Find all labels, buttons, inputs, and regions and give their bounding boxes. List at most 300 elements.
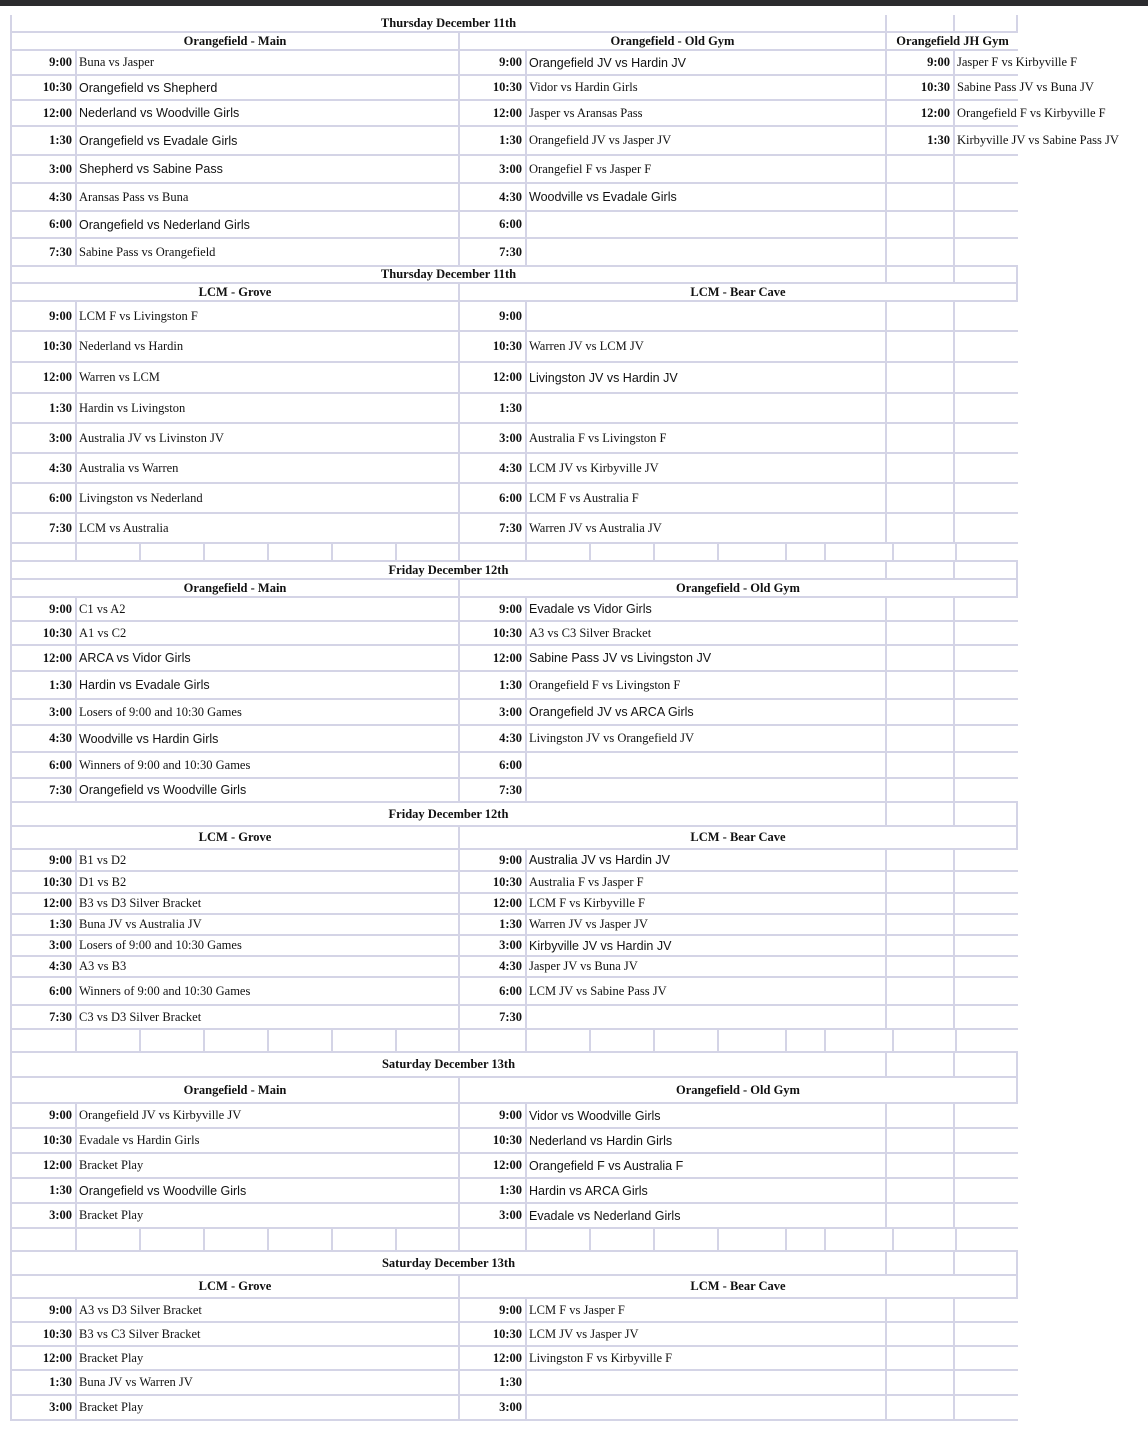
game-cell: Australia vs Warren — [77, 454, 460, 482]
game-cell — [527, 1396, 887, 1419]
time-cell: 12:00 — [10, 646, 77, 670]
game-cell — [955, 850, 1018, 870]
venue-header-row — [10, 827, 1018, 850]
game-row — [10, 894, 1018, 915]
game-cell: Aransas Pass vs Buna — [77, 184, 460, 210]
game-cell — [955, 1347, 1018, 1369]
time-cell: 3:00 — [10, 1396, 77, 1419]
game-cell: A3 vs D3 Silver Bracket — [77, 1299, 460, 1321]
game-cell: Sabine Pass vs Orangefield — [77, 239, 460, 265]
time-cell — [887, 872, 955, 892]
game-cell: D1 vs B2 — [77, 872, 460, 892]
time-cell: 10:30 — [460, 622, 527, 644]
time-cell — [887, 726, 955, 751]
time-cell: 3:00 — [460, 700, 527, 724]
game-cell: Orangefield vs Woodville Girls — [77, 779, 460, 801]
game-row — [10, 672, 1018, 700]
game-row — [10, 936, 1018, 957]
game-cell — [955, 184, 1018, 210]
empty-cell — [269, 544, 333, 560]
game-cell: Warren JV vs LCM JV — [527, 332, 887, 361]
empty-cell — [527, 1229, 591, 1250]
game-cell: B1 vs D2 — [77, 850, 460, 870]
game-cell — [955, 424, 1018, 452]
empty-cell — [397, 1030, 460, 1051]
empty-cell — [826, 544, 894, 560]
game-cell: Orangefiel F vs Jasper F — [527, 156, 887, 182]
game-cell — [955, 936, 1018, 955]
game-cell: Woodville vs Hardin Girls — [77, 726, 460, 751]
game-cell: Warren JV vs Jasper JV — [527, 915, 887, 934]
game-cell: Livingston F vs Kirbyville F — [527, 1347, 887, 1369]
time-cell: 10:30 — [460, 1129, 527, 1152]
time-cell: 7:30 — [460, 239, 527, 265]
time-cell: 6:00 — [10, 753, 77, 777]
time-cell: 3:00 — [460, 156, 527, 182]
empty-cell — [655, 1229, 719, 1250]
game-cell: Buna JV vs Australia JV — [77, 915, 460, 934]
time-cell: 7:30 — [460, 779, 527, 801]
time-cell: 3:00 — [10, 936, 77, 955]
empty-cell — [333, 544, 397, 560]
game-cell — [527, 753, 887, 777]
game-row — [10, 700, 1018, 726]
empty-cell — [77, 544, 141, 560]
time-cell: 10:30 — [10, 1323, 77, 1345]
time-cell: 4:30 — [460, 454, 527, 482]
time-cell: 7:30 — [10, 1006, 77, 1028]
game-row — [10, 1204, 1018, 1229]
time-cell: 3:00 — [460, 1396, 527, 1419]
venue-title: LCM - Grove — [10, 284, 460, 300]
time-cell: 10:30 — [10, 1129, 77, 1152]
time-cell: 1:30 — [887, 127, 955, 154]
time-cell: 9:00 — [10, 850, 77, 870]
game-row — [10, 239, 1018, 267]
time-cell — [887, 1104, 955, 1127]
empty-cell — [591, 544, 655, 560]
empty-cell — [887, 1053, 955, 1076]
game-cell — [955, 622, 1018, 644]
game-row — [10, 184, 1018, 212]
time-cell: 12:00 — [460, 363, 527, 392]
time-cell: 1:30 — [460, 127, 527, 154]
empty-cell — [887, 15, 955, 31]
empty-cell — [955, 803, 1018, 825]
time-cell: 12:00 — [10, 1347, 77, 1369]
game-cell: Orangefield F vs Australia F — [527, 1154, 887, 1177]
time-cell: 3:00 — [460, 1204, 527, 1227]
empty-cell — [460, 544, 527, 560]
empty-cell — [205, 544, 269, 560]
time-cell: 3:00 — [460, 936, 527, 955]
time-cell: 1:30 — [460, 915, 527, 934]
venue-title: Orangefield - Old Gym — [460, 1078, 1018, 1102]
time-cell: 10:30 — [460, 332, 527, 361]
time-cell: 10:30 — [10, 622, 77, 644]
time-cell: 10:30 — [10, 76, 77, 99]
time-cell: 10:30 — [887, 76, 955, 99]
time-cell: 1:30 — [460, 394, 527, 422]
time-cell — [887, 1129, 955, 1152]
time-cell — [887, 894, 955, 913]
time-cell — [887, 454, 955, 482]
game-cell: Kirbyville JV vs Hardin JV — [527, 936, 887, 955]
empty-cell — [205, 1030, 269, 1051]
time-cell: 9:00 — [10, 51, 77, 74]
time-cell — [887, 957, 955, 976]
game-cell: Bracket Play — [77, 1154, 460, 1177]
game-row — [10, 646, 1018, 672]
game-cell — [527, 394, 887, 422]
game-cell: Woodville vs Evadale Girls — [527, 184, 887, 210]
empty-cell — [527, 544, 591, 560]
time-cell — [887, 672, 955, 698]
game-cell: Evadale vs Hardin Girls — [77, 1129, 460, 1152]
game-cell: B3 vs D3 Silver Bracket — [77, 894, 460, 913]
game-cell — [955, 894, 1018, 913]
empty-cell — [655, 1030, 719, 1051]
game-cell: Australia F vs Livingston F — [527, 424, 887, 452]
game-cell — [955, 1129, 1018, 1152]
game-cell: Nederland vs Hardin Girls — [527, 1129, 887, 1152]
game-cell: Warren vs LCM — [77, 363, 460, 392]
game-row — [10, 957, 1018, 978]
game-row — [10, 76, 1094, 101]
time-cell: 10:30 — [10, 872, 77, 892]
game-cell — [955, 726, 1018, 751]
empty-cell — [269, 1229, 333, 1250]
game-cell: A1 vs C2 — [77, 622, 460, 644]
day-title: Thursday December 11th — [10, 267, 887, 282]
time-cell: 1:30 — [460, 1179, 527, 1202]
game-cell: Vidor vs Woodville Girls — [527, 1104, 887, 1127]
time-cell — [887, 700, 955, 724]
time-cell: 1:30 — [10, 1371, 77, 1394]
empty-cell — [719, 1229, 787, 1250]
game-cell: Australia F vs Jasper F — [527, 872, 887, 892]
time-cell — [887, 156, 955, 182]
venue-title: LCM - Bear Cave — [460, 1276, 1018, 1297]
game-row — [10, 598, 1018, 622]
time-cell — [887, 484, 955, 512]
time-cell: 9:00 — [460, 598, 527, 620]
time-cell: 7:30 — [10, 514, 77, 542]
game-cell: Sabine Pass JV vs Livingston JV — [527, 646, 887, 670]
day-header-row — [10, 15, 1018, 33]
empty-cell — [887, 562, 955, 578]
time-cell: 6:00 — [10, 978, 77, 1004]
venue-header-row — [10, 284, 1018, 302]
time-cell — [887, 598, 955, 620]
game-cell: B3 vs C3 Silver Bracket — [77, 1323, 460, 1345]
game-cell — [527, 779, 887, 801]
game-cell: Hardin vs ARCA Girls — [527, 1179, 887, 1202]
time-cell: 6:00 — [460, 753, 527, 777]
game-cell — [955, 363, 1018, 392]
time-cell: 1:30 — [10, 127, 77, 154]
game-cell: Jasper JV vs Buna JV — [527, 957, 887, 976]
empty-cell — [787, 544, 826, 560]
empty-cell — [887, 803, 955, 825]
time-cell: 12:00 — [460, 646, 527, 670]
game-row — [10, 1179, 1018, 1204]
empty-cell — [826, 1229, 894, 1250]
top-bar — [0, 0, 1148, 6]
game-cell: Hardin vs Livingston — [77, 394, 460, 422]
schedule-sheet — [10, 15, 1119, 1421]
game-cell — [955, 484, 1018, 512]
game-cell: Kirbyville JV vs Sabine Pass JV — [957, 133, 1119, 147]
spacer-row — [10, 544, 1018, 562]
game-row — [10, 394, 1018, 424]
time-cell: 12:00 — [10, 1154, 77, 1177]
time-cell: 10:30 — [460, 1323, 527, 1345]
game-cell: Australia JV vs Livinston JV — [77, 424, 460, 452]
game-row — [10, 1129, 1018, 1154]
empty-cell — [894, 1030, 957, 1051]
game-cell: Buna JV vs Warren JV — [77, 1371, 460, 1394]
game-cell: Orangefield JV vs Kirbyville JV — [77, 1104, 460, 1127]
game-cell — [955, 598, 1018, 620]
game-cell — [955, 1006, 1018, 1028]
time-cell: 12:00 — [10, 363, 77, 392]
venue-title: LCM - Grove — [10, 1276, 460, 1297]
time-cell: 10:30 — [460, 872, 527, 892]
day-header-row — [10, 1053, 1018, 1078]
game-row — [10, 850, 1018, 872]
venue-header-row — [10, 33, 1018, 51]
time-cell — [887, 1179, 955, 1202]
time-cell — [887, 850, 955, 870]
time-cell: 12:00 — [10, 894, 77, 913]
day-header-row — [10, 1252, 1018, 1276]
empty-cell — [787, 1229, 826, 1250]
game-cell: LCM JV vs Kirbyville JV — [527, 454, 887, 482]
time-cell — [887, 1371, 955, 1394]
time-cell: 1:30 — [460, 1371, 527, 1394]
empty-cell — [397, 544, 460, 560]
game-cell: Livingston JV vs Hardin JV — [527, 363, 887, 392]
venue-title: Orangefield - Old Gym — [460, 33, 887, 49]
time-cell: 3:00 — [10, 700, 77, 724]
game-row — [10, 101, 1106, 127]
time-cell — [887, 514, 955, 542]
game-row — [10, 915, 1018, 936]
time-cell: 10:30 — [460, 76, 527, 99]
game-cell — [955, 1104, 1018, 1127]
time-cell: 1:30 — [10, 672, 77, 698]
game-cell — [955, 514, 1018, 542]
game-cell: Bracket Play — [77, 1396, 460, 1419]
time-cell: 7:30 — [460, 1006, 527, 1028]
game-cell: Evadale vs Nederland Girls — [527, 1204, 887, 1227]
game-cell: Australia JV vs Hardin JV — [527, 850, 887, 870]
game-cell: Orangefield vs Woodville Girls — [77, 1179, 460, 1202]
game-row — [10, 1347, 1018, 1371]
empty-cell — [887, 267, 955, 282]
game-cell: Livingston JV vs Orangefield JV — [527, 726, 887, 751]
venue-title: Orangefield - Main — [10, 33, 460, 49]
empty-cell — [333, 1030, 397, 1051]
game-cell — [955, 1371, 1018, 1394]
game-cell: LCM F vs Livingston F — [77, 302, 460, 330]
time-cell: 6:00 — [10, 484, 77, 512]
time-cell — [887, 239, 955, 265]
game-cell — [955, 872, 1018, 892]
game-cell: Orangefield JV vs Jasper JV — [527, 127, 887, 154]
empty-cell — [655, 544, 719, 560]
empty-cell — [397, 1229, 460, 1250]
empty-cell — [719, 1030, 787, 1051]
game-cell — [527, 1371, 887, 1394]
empty-cell — [460, 1030, 527, 1051]
game-row — [10, 1323, 1018, 1347]
game-cell: Nederland vs Hardin — [77, 332, 460, 361]
game-cell: Vidor vs Hardin Girls — [527, 76, 887, 99]
game-row — [10, 1371, 1018, 1396]
game-cell — [955, 394, 1018, 422]
game-row — [10, 424, 1018, 454]
game-row — [10, 363, 1018, 394]
empty-cell — [591, 1030, 655, 1051]
time-cell: 12:00 — [887, 101, 955, 125]
day-title: Thursday December 11th — [10, 15, 887, 31]
game-cell — [955, 1154, 1018, 1177]
venue-title: Orangefield - Old Gym — [460, 580, 1018, 596]
game-cell — [527, 302, 887, 330]
game-cell — [955, 212, 1018, 237]
game-row — [10, 1396, 1018, 1421]
time-cell — [887, 184, 955, 210]
time-cell: 6:00 — [460, 978, 527, 1004]
game-cell: LCM F vs Jasper F — [527, 1299, 887, 1321]
time-cell: 3:00 — [10, 156, 77, 182]
day-title: Friday December 12th — [10, 803, 887, 825]
game-cell — [955, 646, 1018, 670]
empty-cell — [269, 1030, 333, 1051]
empty-cell — [10, 544, 77, 560]
game-cell — [955, 753, 1018, 777]
game-cell: LCM JV vs Sabine Pass JV — [527, 978, 887, 1004]
time-cell: 4:30 — [460, 957, 527, 976]
game-cell — [527, 1006, 887, 1028]
time-cell: 7:30 — [10, 239, 77, 265]
time-cell: 9:00 — [460, 1299, 527, 1321]
game-cell: C3 vs D3 Silver Bracket — [77, 1006, 460, 1028]
game-cell: Orangefield F vs Kirbyville F — [957, 105, 1106, 120]
game-row — [10, 978, 1018, 1006]
time-cell: 9:00 — [10, 302, 77, 330]
time-cell — [887, 212, 955, 237]
venue-title: LCM - Grove — [10, 827, 460, 848]
empty-cell — [719, 544, 787, 560]
game-cell: Bracket Play — [77, 1347, 460, 1369]
time-cell — [887, 646, 955, 670]
empty-cell — [527, 1030, 591, 1051]
time-cell — [887, 302, 955, 330]
time-cell — [887, 753, 955, 777]
day-title: Friday December 12th — [10, 562, 887, 578]
game-row — [10, 726, 1018, 753]
venue-title: LCM - Bear Cave — [460, 284, 1018, 300]
game-cell — [955, 1299, 1018, 1321]
game-cell — [527, 239, 887, 265]
time-cell: 1:30 — [10, 1179, 77, 1202]
game-cell: Losers of 9:00 and 10:30 Games — [77, 936, 460, 955]
time-cell: 9:00 — [460, 51, 527, 74]
time-cell — [887, 915, 955, 934]
empty-cell — [460, 1229, 527, 1250]
time-cell: 4:30 — [10, 454, 77, 482]
game-cell: Winners of 9:00 and 10:30 Games — [77, 978, 460, 1004]
game-cell: Orangefield vs Nederland Girls — [77, 212, 460, 237]
game-cell — [527, 212, 887, 237]
game-cell — [955, 672, 1018, 698]
empty-cell — [894, 1229, 957, 1250]
game-cell — [955, 915, 1018, 934]
venue-title: Orangefield - Main — [10, 1078, 460, 1102]
time-cell: 9:00 — [10, 1299, 77, 1321]
empty-cell — [955, 267, 1018, 282]
empty-cell — [141, 544, 205, 560]
time-cell — [887, 363, 955, 392]
time-cell — [887, 1006, 955, 1028]
time-cell — [887, 779, 955, 801]
game-row — [10, 127, 1119, 156]
time-cell: 3:00 — [460, 424, 527, 452]
time-cell — [887, 936, 955, 955]
game-row — [10, 1299, 1018, 1323]
game-cell: Jasper vs Aransas Pass — [527, 101, 887, 125]
time-cell: 12:00 — [10, 101, 77, 125]
game-cell: Warren JV vs Australia JV — [527, 514, 887, 542]
time-cell — [887, 622, 955, 644]
time-cell: 9:00 — [10, 598, 77, 620]
time-cell: 4:30 — [460, 726, 527, 751]
game-row — [10, 1154, 1018, 1179]
time-cell — [887, 1154, 955, 1177]
time-cell: 4:30 — [460, 184, 527, 210]
empty-cell — [77, 1229, 141, 1250]
game-cell: LCM F vs Australia F — [527, 484, 887, 512]
game-cell — [955, 454, 1018, 482]
game-row — [10, 212, 1018, 239]
empty-cell — [77, 1030, 141, 1051]
time-cell: 12:00 — [460, 894, 527, 913]
game-row — [10, 622, 1018, 646]
time-cell — [887, 1347, 955, 1369]
day-title: Saturday December 13th — [10, 1252, 887, 1274]
empty-cell — [955, 1053, 1018, 1076]
empty-cell — [955, 15, 1018, 31]
empty-cell — [141, 1229, 205, 1250]
time-cell: 6:00 — [10, 212, 77, 237]
game-cell — [955, 957, 1018, 976]
game-row — [10, 1006, 1018, 1030]
time-cell: 3:00 — [10, 424, 77, 452]
time-cell: 4:30 — [10, 184, 77, 210]
day-header-row — [10, 267, 1018, 284]
venue-title: Orangefield JH Gym — [896, 33, 1009, 48]
empty-cell — [826, 1030, 894, 1051]
game-cell — [955, 779, 1018, 801]
game-cell — [955, 239, 1018, 265]
venue-title: Orangefield - Main — [10, 580, 460, 596]
game-cell — [955, 1323, 1018, 1345]
empty-cell — [141, 1030, 205, 1051]
time-cell — [887, 332, 955, 361]
